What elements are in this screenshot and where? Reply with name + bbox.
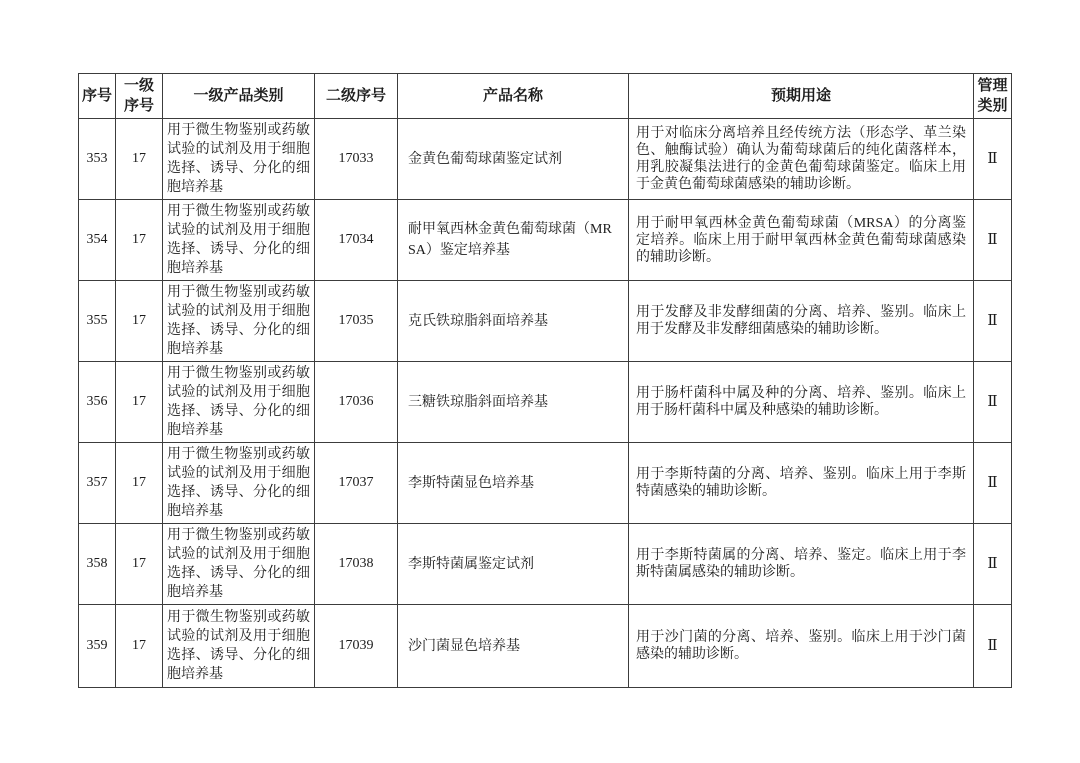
- table-row: [79, 119, 1012, 200]
- cell-seq: 358: [79, 524, 116, 605]
- cell-seq: 356: [79, 362, 116, 443]
- cell-level2-seq: 17034: [315, 200, 398, 281]
- header-level1-category: 一级产品类别: [163, 74, 315, 119]
- cell-level1-category: 用于微生物鉴别或药敏试验的试剂及用于细胞选择、诱导、分化的细胞培养基: [163, 524, 315, 605]
- table-row: [79, 281, 1012, 362]
- cell-level1-seq: 17: [116, 524, 163, 605]
- table-row: [79, 362, 1012, 443]
- cell-product-name: 李斯特菌显色培养基: [398, 443, 629, 524]
- cell-intended-use: 用于李斯特菌的分离、培养、鉴别。临床上用于李斯特菌感染的辅助诊断。: [629, 443, 974, 524]
- cell-seq: 357: [79, 443, 116, 524]
- cell-level2-seq: 17036: [315, 362, 398, 443]
- header-management-class: 管理类别: [974, 74, 1012, 119]
- cell-level1-category: 用于微生物鉴别或药敏试验的试剂及用于细胞选择、诱导、分化的细胞培养基: [163, 362, 315, 443]
- cell-intended-use: 用于耐甲氧西林金黄色葡萄球菌（MRSA）的分离鉴定培养。临床上用于耐甲氧西林金黄色葡萄球菌感染的辅助诊断。: [629, 200, 974, 281]
- table-row: [79, 200, 1012, 281]
- cell-intended-use: 用于沙门菌的分离、培养、鉴别。临床上用于沙门菌感染的辅助诊断。: [629, 605, 974, 688]
- cell-product-name: 耐甲氧西林金黄色葡萄球菌（MRSA）鉴定培养基: [398, 200, 629, 281]
- cell-level1-category: 用于微生物鉴别或药敏试验的试剂及用于细胞选择、诱导、分化的细胞培养基: [163, 605, 315, 688]
- cell-management-class: Ⅱ: [974, 524, 1012, 605]
- cell-level2-seq: 17033: [315, 119, 398, 200]
- header-intended-use: 预期用途: [629, 74, 974, 119]
- cell-level1-seq: 17: [116, 281, 163, 362]
- cell-level2-seq: 17038: [315, 524, 398, 605]
- table-row: [79, 524, 1012, 605]
- cell-intended-use: 用于发酵及非发酵细菌的分离、培养、鉴别。临床上用于发酵及非发酵细菌感染的辅助诊断。: [629, 281, 974, 362]
- cell-level2-seq: 17037: [315, 443, 398, 524]
- cell-management-class: Ⅱ: [974, 200, 1012, 281]
- table-row: [79, 605, 1012, 688]
- cell-management-class: Ⅱ: [974, 443, 1012, 524]
- cell-seq: 354: [79, 200, 116, 281]
- header-level2-seq: 二级序号: [315, 74, 398, 119]
- cell-product-name: 李斯特菌属鉴定试剂: [398, 524, 629, 605]
- cell-level1-seq: 17: [116, 362, 163, 443]
- cell-management-class: Ⅱ: [974, 119, 1012, 200]
- cell-seq: 353: [79, 119, 116, 200]
- cell-level1-seq: 17: [116, 119, 163, 200]
- cell-level1-seq: 17: [116, 443, 163, 524]
- table-header-row: [79, 74, 1012, 119]
- cell-product-name: 三糖铁琼脂斜面培养基: [398, 362, 629, 443]
- header-level1-seq: 一级序号: [116, 74, 163, 119]
- cell-product-name: 克氏铁琼脂斜面培养基: [398, 281, 629, 362]
- cell-seq: 355: [79, 281, 116, 362]
- cell-level2-seq: 17035: [315, 281, 398, 362]
- cell-management-class: Ⅱ: [974, 281, 1012, 362]
- cell-level1-category: 用于微生物鉴别或药敏试验的试剂及用于细胞选择、诱导、分化的细胞培养基: [163, 200, 315, 281]
- cell-level1-category: 用于微生物鉴别或药敏试验的试剂及用于细胞选择、诱导、分化的细胞培养基: [163, 281, 315, 362]
- table-row: [79, 443, 1012, 524]
- cell-intended-use: 用于对临床分离培养且经传统方法（形态学、革兰染色、触酶试验）确认为葡萄球菌后的纯化菌落样本，用乳胶凝集法进行的金黄色葡萄球菌鉴定。临床上用于金黄色葡萄球菌感染的辅助诊断。: [629, 119, 974, 200]
- cell-level1-seq: 17: [116, 605, 163, 688]
- cell-management-class: Ⅱ: [974, 362, 1012, 443]
- cell-intended-use: 用于李斯特菌属的分离、培养、鉴定。临床上用于李斯特菌属感染的辅助诊断。: [629, 524, 974, 605]
- header-seq: 序号: [79, 74, 116, 119]
- cell-intended-use: 用于肠杆菌科中属及种的分离、培养、鉴别。临床上用于肠杆菌科中属及种感染的辅助诊断。: [629, 362, 974, 443]
- cell-level1-category: 用于微生物鉴别或药敏试验的试剂及用于细胞选择、诱导、分化的细胞培养基: [163, 119, 315, 200]
- cell-level2-seq: 17039: [315, 605, 398, 688]
- cell-level1-seq: 17: [116, 200, 163, 281]
- cell-level1-category: 用于微生物鉴别或药敏试验的试剂及用于细胞选择、诱导、分化的细胞培养基: [163, 443, 315, 524]
- header-product-name: 产品名称: [398, 74, 629, 119]
- cell-product-name: 金黄色葡萄球菌鉴定试剂: [398, 119, 629, 200]
- cell-seq: 359: [79, 605, 116, 688]
- cell-management-class: Ⅱ: [974, 605, 1012, 688]
- product-classification-table: [78, 73, 1012, 688]
- cell-product-name: 沙门菌显色培养基: [398, 605, 629, 688]
